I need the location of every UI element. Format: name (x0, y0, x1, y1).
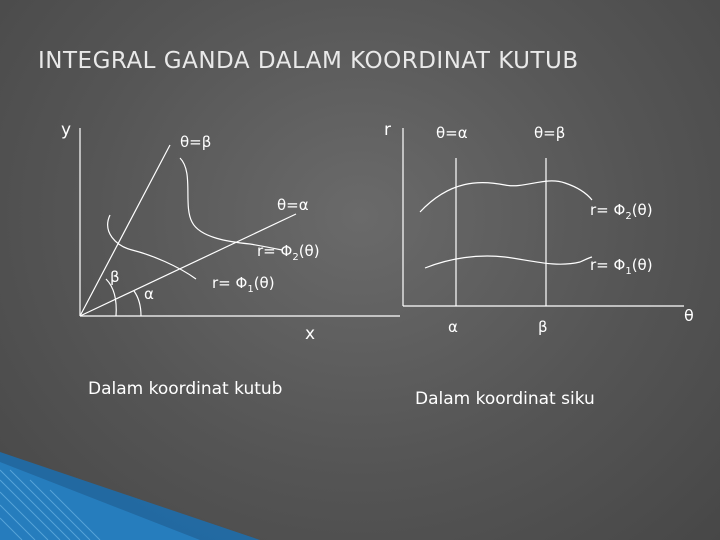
polar-beta-label: β (110, 268, 120, 286)
rect-theta-beta-label: θ=β (534, 124, 566, 142)
rect-theta-axis-label: θ (684, 306, 694, 325)
outer-curve-phi2 (180, 158, 282, 250)
polar-caption: Dalam koordinat kutub (88, 379, 283, 399)
ray-theta-alpha (80, 214, 296, 316)
rect-theta-alpha-label: θ=α (436, 124, 468, 142)
slide-title: INTEGRAL GANDA DALAM KOORDINAT KUTUB (38, 48, 579, 74)
polar-r1-label: $r= \Phi_1(\theta)$ (212, 274, 275, 295)
inner-curve-phi1 (108, 215, 196, 279)
rect-beta-label: β (538, 318, 548, 336)
polar-y-label: y (61, 120, 72, 140)
rect-caption: Dalam koordinat siku (415, 389, 595, 409)
polar-alpha-label: α (144, 285, 154, 303)
polar-x-label: x (305, 324, 316, 344)
rect-alpha-label: α (448, 318, 458, 336)
rect-r2-label: $r= \Phi_2(\theta)$ (590, 201, 653, 222)
rect-r-label: r (384, 120, 391, 140)
polar-theta-beta-label: θ=β (180, 133, 212, 151)
rect-curve-phi2 (420, 181, 592, 212)
rect-curve-phi1 (425, 256, 592, 268)
polar-theta-alpha-label: θ=α (277, 196, 309, 214)
polar-r2-label: $r= \Phi_2(\theta)$ (257, 242, 320, 263)
arc-alpha (134, 291, 141, 316)
rect-r1-label: $r= \Phi_1(\theta)$ (590, 256, 653, 277)
ray-theta-beta (80, 145, 170, 316)
